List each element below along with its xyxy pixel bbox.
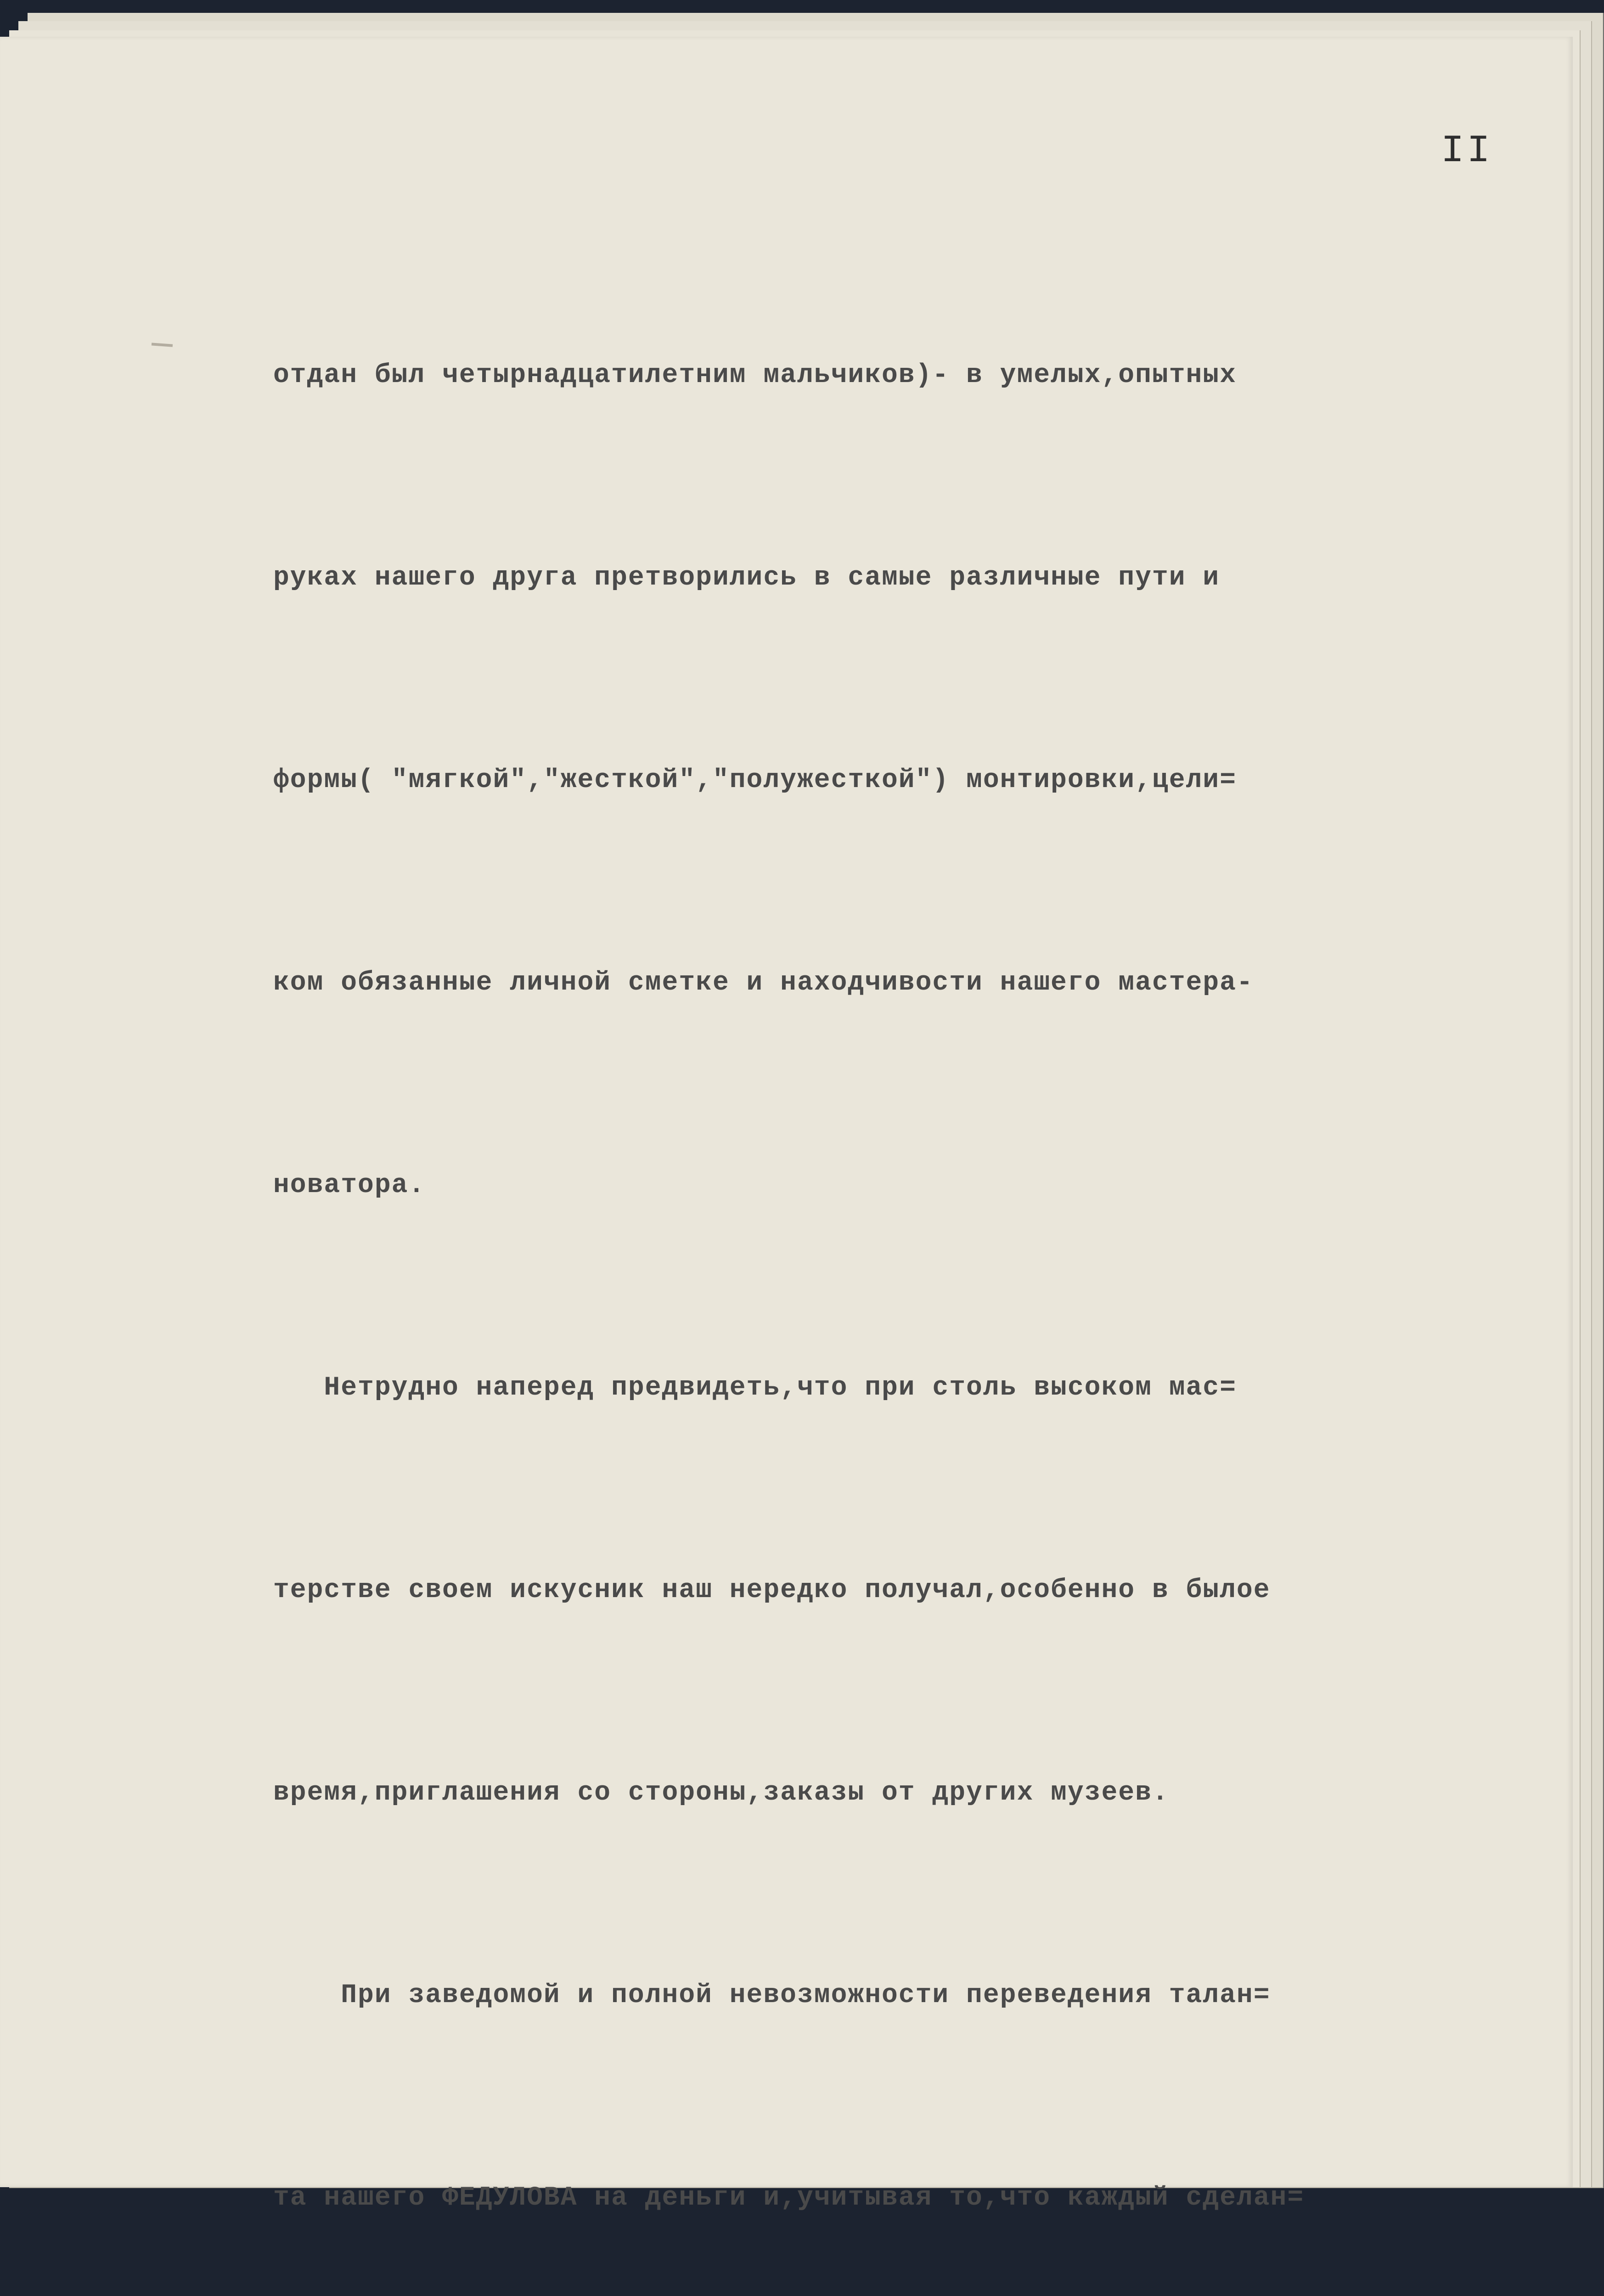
text-line: время,приглашения со стороны,заказы от других музеев. [273, 1778, 1169, 1808]
margin-pencil-mark [152, 343, 173, 347]
text-line: та нашего ФЕДУЛОВА на деньги и,учитывая то,что каждый сделан= [273, 2183, 1305, 2213]
text-line: отдан был четырнадцатилетним мальчиков)- в умелых,опытных [273, 360, 1237, 390]
text-line: формы( "мягкой","жесткой","полужесткой") монтировки,цели= [273, 765, 1237, 795]
page-number: II [1441, 129, 1493, 173]
typed-text-body [273, 207, 1541, 2296]
text-line: При заведомой и полной невозможности переведения талан= [273, 1981, 1271, 2010]
text-line: Нетрудно наперед предвидеть,что при столь высоком мас= [273, 1373, 1237, 1403]
text-line: руках нашего друга претворились в самые различные пути и [273, 563, 1220, 593]
text-line: терстве своем искусник наш нередко получал,особенно в былое [273, 1576, 1271, 1605]
text-line: ком обязанные личной сметке и находчивости нашего мастера- [273, 968, 1254, 998]
text-line: новатора. [273, 1171, 426, 1200]
